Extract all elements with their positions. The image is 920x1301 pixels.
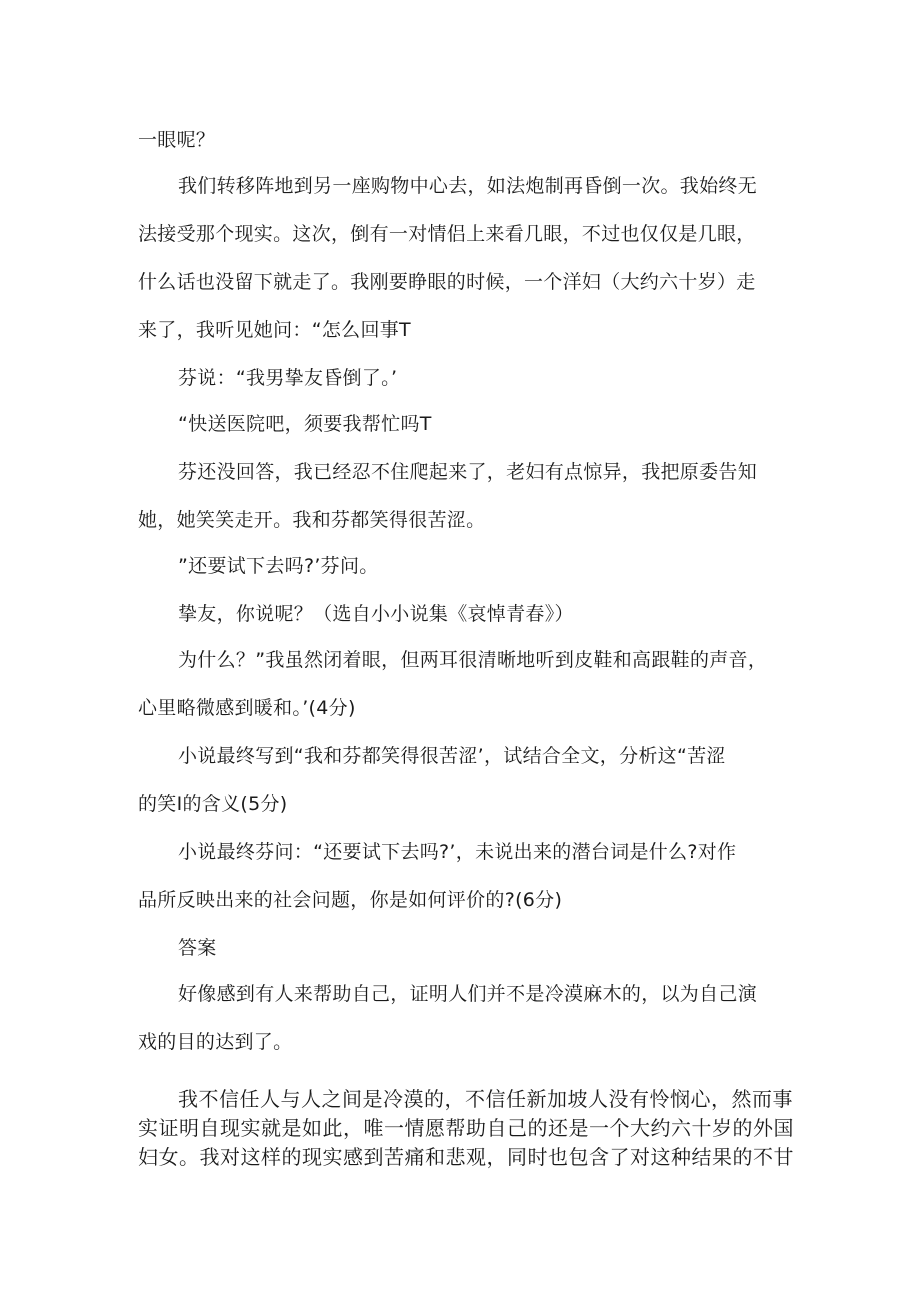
text-line: 法接受那个现实。这次，倒有一对情侣上来看几眼，不过也仅仅是几眼， (138, 223, 756, 245)
text-line: 实证明自现实就是如此，唯一情愿帮助自己的还是一个大约六十岁的外国 (138, 1116, 794, 1140)
text-line: “快送医院吧，须要我帮忙吗T (178, 413, 432, 435)
text-line: 她，她笑笑走开。我和芬都笑得很苦涩。 (138, 509, 486, 531)
text-line: 我们转移阵地到另一座购物中心去，如法炮制再昏倒一次。我始终无 (178, 175, 758, 197)
text-line: 好像感到有人来帮助自己，证明人们并不是冷漠麻木的，以为自己演 (178, 983, 758, 1005)
text-line: 小说最终芬问：“还要试下去吗?’，未说出来的潜台词是什么?对作 (178, 841, 737, 863)
text-line: 戏的目的达到了。 (138, 1031, 293, 1053)
answer-heading: 答案 (178, 937, 217, 959)
text-line: 为什么？”我虽然闭着眼，但两耳很清晰地听到皮鞋和高跟鞋的声音， (178, 649, 768, 671)
text-line: 我不信任人与人之间是冷漠的，不信任新加坡人没有怜悯心，然而事 (178, 1087, 793, 1111)
text-line: 挚友，你说呢？（选自小小说集《哀悼青春》） (178, 603, 574, 625)
text-line: 一眼呢？ (138, 129, 216, 151)
text-line: 的笑I的含义(5分) (138, 793, 288, 815)
text-line: 小说最终写到“我和芬都笑得很苦涩’，试结合全文，分析这“苦涩 (178, 745, 726, 767)
text-line: 什么话也没留下就走了。我刚要睁眼的时候，一个洋妇（大约六十岁）走 (138, 271, 756, 293)
text-line: 芬说：“我男挚友昏倒了。’ (178, 367, 398, 389)
text-line: 妇女。我对这样的现实感到苦痛和悲观，同时也包含了对这种结果的不甘 (138, 1145, 794, 1169)
text-line: 心里略微感到暖和。’(4分) (138, 697, 356, 719)
text-line: 品所反映出来的社会问题，你是如何评价的?(6分) (138, 889, 563, 911)
text-line: 芬还没回答，我已经忍不住爬起来了，老妇有点惊异，我把原委告知 (178, 461, 758, 483)
text-line: ”还要试下去吗?’芬问。 (178, 555, 379, 577)
text-line: 来了，我听见她问：“怎么回事T (138, 319, 411, 341)
